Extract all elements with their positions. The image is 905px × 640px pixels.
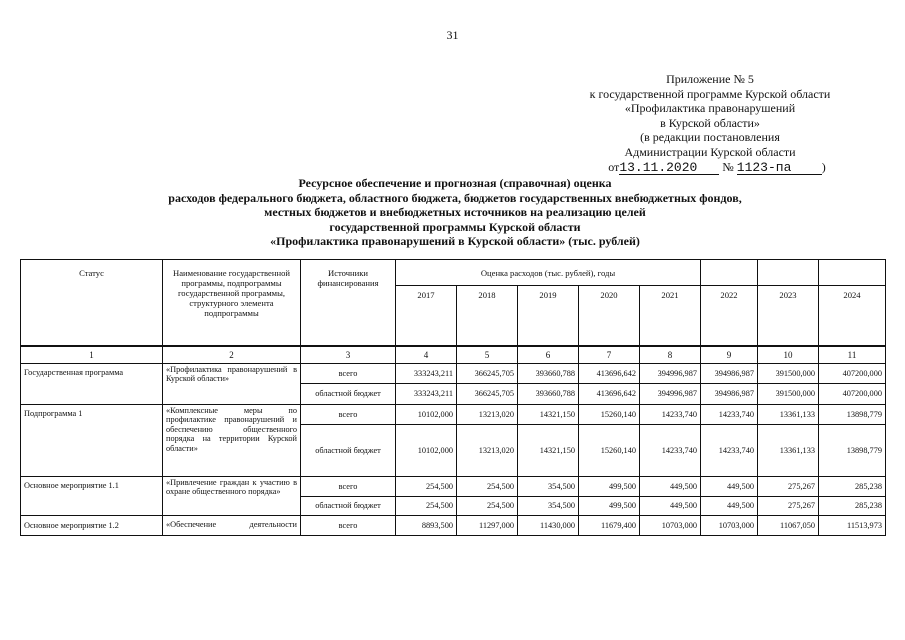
column-number: 9 <box>701 346 758 364</box>
value-cell: 254,500 <box>457 476 518 496</box>
value-cell: 407200,000 <box>819 383 886 404</box>
value-cell: 354,500 <box>518 496 579 515</box>
value-cell: 13361,133 <box>758 404 819 424</box>
value-cell: 254,500 <box>457 496 518 515</box>
header-blank <box>758 260 819 286</box>
from-label: от <box>608 159 620 174</box>
row-source: областной бюджет <box>301 383 396 404</box>
value-cell: 499,500 <box>579 476 640 496</box>
value-cell: 285,238 <box>819 476 886 496</box>
document-title <box>60 176 850 249</box>
table-row <box>21 404 886 424</box>
row-source: областной бюджет <box>301 424 396 476</box>
value-cell: 394986,987 <box>701 383 758 404</box>
value-cell: 8893,500 <box>396 515 457 535</box>
title-line: государственной программы Курской области <box>329 219 581 234</box>
value-cell: 11679,400 <box>579 515 640 535</box>
value-cell: 449,500 <box>640 476 701 496</box>
row-name: «Обеспечение деятельности <box>163 515 301 535</box>
value-cell: 13898,779 <box>819 404 886 424</box>
value-cell: 413696,642 <box>579 383 640 404</box>
column-number: 6 <box>518 346 579 364</box>
value-cell: 449,500 <box>701 496 758 515</box>
table-row <box>21 476 886 496</box>
value-cell: 13361,133 <box>758 424 819 476</box>
value-cell: 13213,020 <box>457 404 518 424</box>
header-year: 2020 <box>579 286 640 346</box>
column-number: 10 <box>758 346 819 364</box>
value-cell: 391500,000 <box>758 363 819 383</box>
row-status: Подпрограмма 1 <box>21 404 163 476</box>
header-year: 2021 <box>640 286 701 346</box>
value-cell: 14233,740 <box>701 424 758 476</box>
column-number: 8 <box>640 346 701 364</box>
value-cell: 413696,642 <box>579 363 640 383</box>
appendix-line: (в редакции постановления <box>640 130 780 145</box>
row-source: областной бюджет <box>301 496 396 515</box>
column-number: 5 <box>457 346 518 364</box>
value-cell: 407200,000 <box>819 363 886 383</box>
value-cell: 394986,987 <box>701 363 758 383</box>
row-name: «Привлечение граждан к участию в охране общественного порядка» <box>163 476 301 515</box>
column-number: 1 <box>21 346 163 364</box>
value-cell: 14233,740 <box>640 404 701 424</box>
title-line: Ресурсное обеспечение и прогнозная (справочная) оценка <box>298 176 612 190</box>
value-cell: 14233,740 <box>701 404 758 424</box>
table-row <box>21 515 886 535</box>
row-source: всего <box>301 476 396 496</box>
value-cell: 11297,000 <box>457 515 518 535</box>
close-paren: ) <box>821 159 826 174</box>
value-cell: 333243,211 <box>396 383 457 404</box>
appendix-line: в Курской области» <box>660 115 760 130</box>
value-cell: 10102,000 <box>396 404 457 424</box>
row-status: Основное мероприятие 1.1 <box>21 476 163 515</box>
appendix-line: «Профилактика правонарушений <box>624 101 796 116</box>
header-year: 2019 <box>518 286 579 346</box>
value-cell: 15260,140 <box>579 424 640 476</box>
header-name: Наименование государственной программы, подпрограммы государственной программы, структурного элемента подпрограммы <box>163 260 301 346</box>
title-line: местных бюджетов и внебюджетных источников на реализацию целей <box>264 205 646 219</box>
value-cell: 10703,000 <box>640 515 701 535</box>
column-number: 3 <box>301 346 396 364</box>
value-cell: 275,267 <box>758 496 819 515</box>
value-cell: 449,500 <box>701 476 758 496</box>
value-cell: 254,500 <box>396 496 457 515</box>
header-blank <box>819 260 886 286</box>
appendix-line: к государственной программе Курской области <box>589 86 831 101</box>
title-line: «Профилактика правонарушений в Курской области» (тыс. рублей) <box>270 234 640 248</box>
appendix-line: Приложение № 5 <box>666 72 754 86</box>
title-line: расходов федерального бюджета, областного бюджета, бюджетов государственных внебюджетных фондов, <box>168 190 742 205</box>
value-cell: 13213,020 <box>457 424 518 476</box>
value-cell: 254,500 <box>396 476 457 496</box>
resource-table <box>20 259 886 536</box>
decree-line <box>574 160 860 175</box>
appendix-block <box>560 72 860 175</box>
column-number: 11 <box>819 346 886 364</box>
header-status: Статус <box>21 260 163 346</box>
value-cell: 499,500 <box>579 496 640 515</box>
value-cell: 11430,000 <box>518 515 579 535</box>
column-number: 4 <box>396 346 457 364</box>
table-row <box>21 363 886 383</box>
decree-number: 1123-па <box>737 161 822 175</box>
number-label: № <box>722 159 734 174</box>
value-cell: 11067,050 <box>758 515 819 535</box>
value-cell: 13898,779 <box>819 424 886 476</box>
value-cell: 10102,000 <box>396 424 457 476</box>
value-cell: 449,500 <box>640 496 701 515</box>
page-number: 31 <box>446 28 459 42</box>
row-status: Государственная программа <box>21 363 163 404</box>
row-name: «Профилактика правонарушений в Курской области» <box>163 363 301 404</box>
value-cell: 366245,705 <box>457 363 518 383</box>
value-cell: 394996,987 <box>640 363 701 383</box>
decree-date: 13.11.2020 <box>619 161 719 175</box>
value-cell: 15260,140 <box>579 404 640 424</box>
column-number: 2 <box>163 346 301 364</box>
value-cell: 366245,705 <box>457 383 518 404</box>
value-cell: 14233,740 <box>640 424 701 476</box>
value-cell: 11513,973 <box>819 515 886 535</box>
value-cell: 14321,150 <box>518 424 579 476</box>
row-source: всего <box>301 515 396 535</box>
value-cell: 391500,000 <box>758 383 819 404</box>
value-cell: 393660,788 <box>518 363 579 383</box>
value-cell: 394996,987 <box>640 383 701 404</box>
header-estimate: Оценка расходов (тыс. рублей), годы <box>396 260 701 286</box>
header-year: 2024 <box>819 286 886 346</box>
header-year: 2018 <box>457 286 518 346</box>
row-source: всего <box>301 363 396 383</box>
value-cell: 333243,211 <box>396 363 457 383</box>
header-year: 2022 <box>701 286 758 346</box>
column-number-row <box>21 346 886 364</box>
value-cell: 14321,150 <box>518 404 579 424</box>
row-source: всего <box>301 404 396 424</box>
value-cell: 10703,000 <box>701 515 758 535</box>
row-status: Основное мероприятие 1.2 <box>21 515 163 535</box>
header-year: 2017 <box>396 286 457 346</box>
row-name: «Комплексные меры по профилактике правонарушений и обеспечению общественного порядка на территории Курской области» <box>163 404 301 476</box>
header-blank <box>701 260 758 286</box>
value-cell: 275,267 <box>758 476 819 496</box>
header-source: Источники финансирования <box>301 260 396 346</box>
appendix-line: Администрации Курской области <box>624 144 796 159</box>
value-cell: 354,500 <box>518 476 579 496</box>
column-number: 7 <box>579 346 640 364</box>
value-cell: 285,238 <box>819 496 886 515</box>
value-cell: 393660,788 <box>518 383 579 404</box>
header-year: 2023 <box>758 286 819 346</box>
